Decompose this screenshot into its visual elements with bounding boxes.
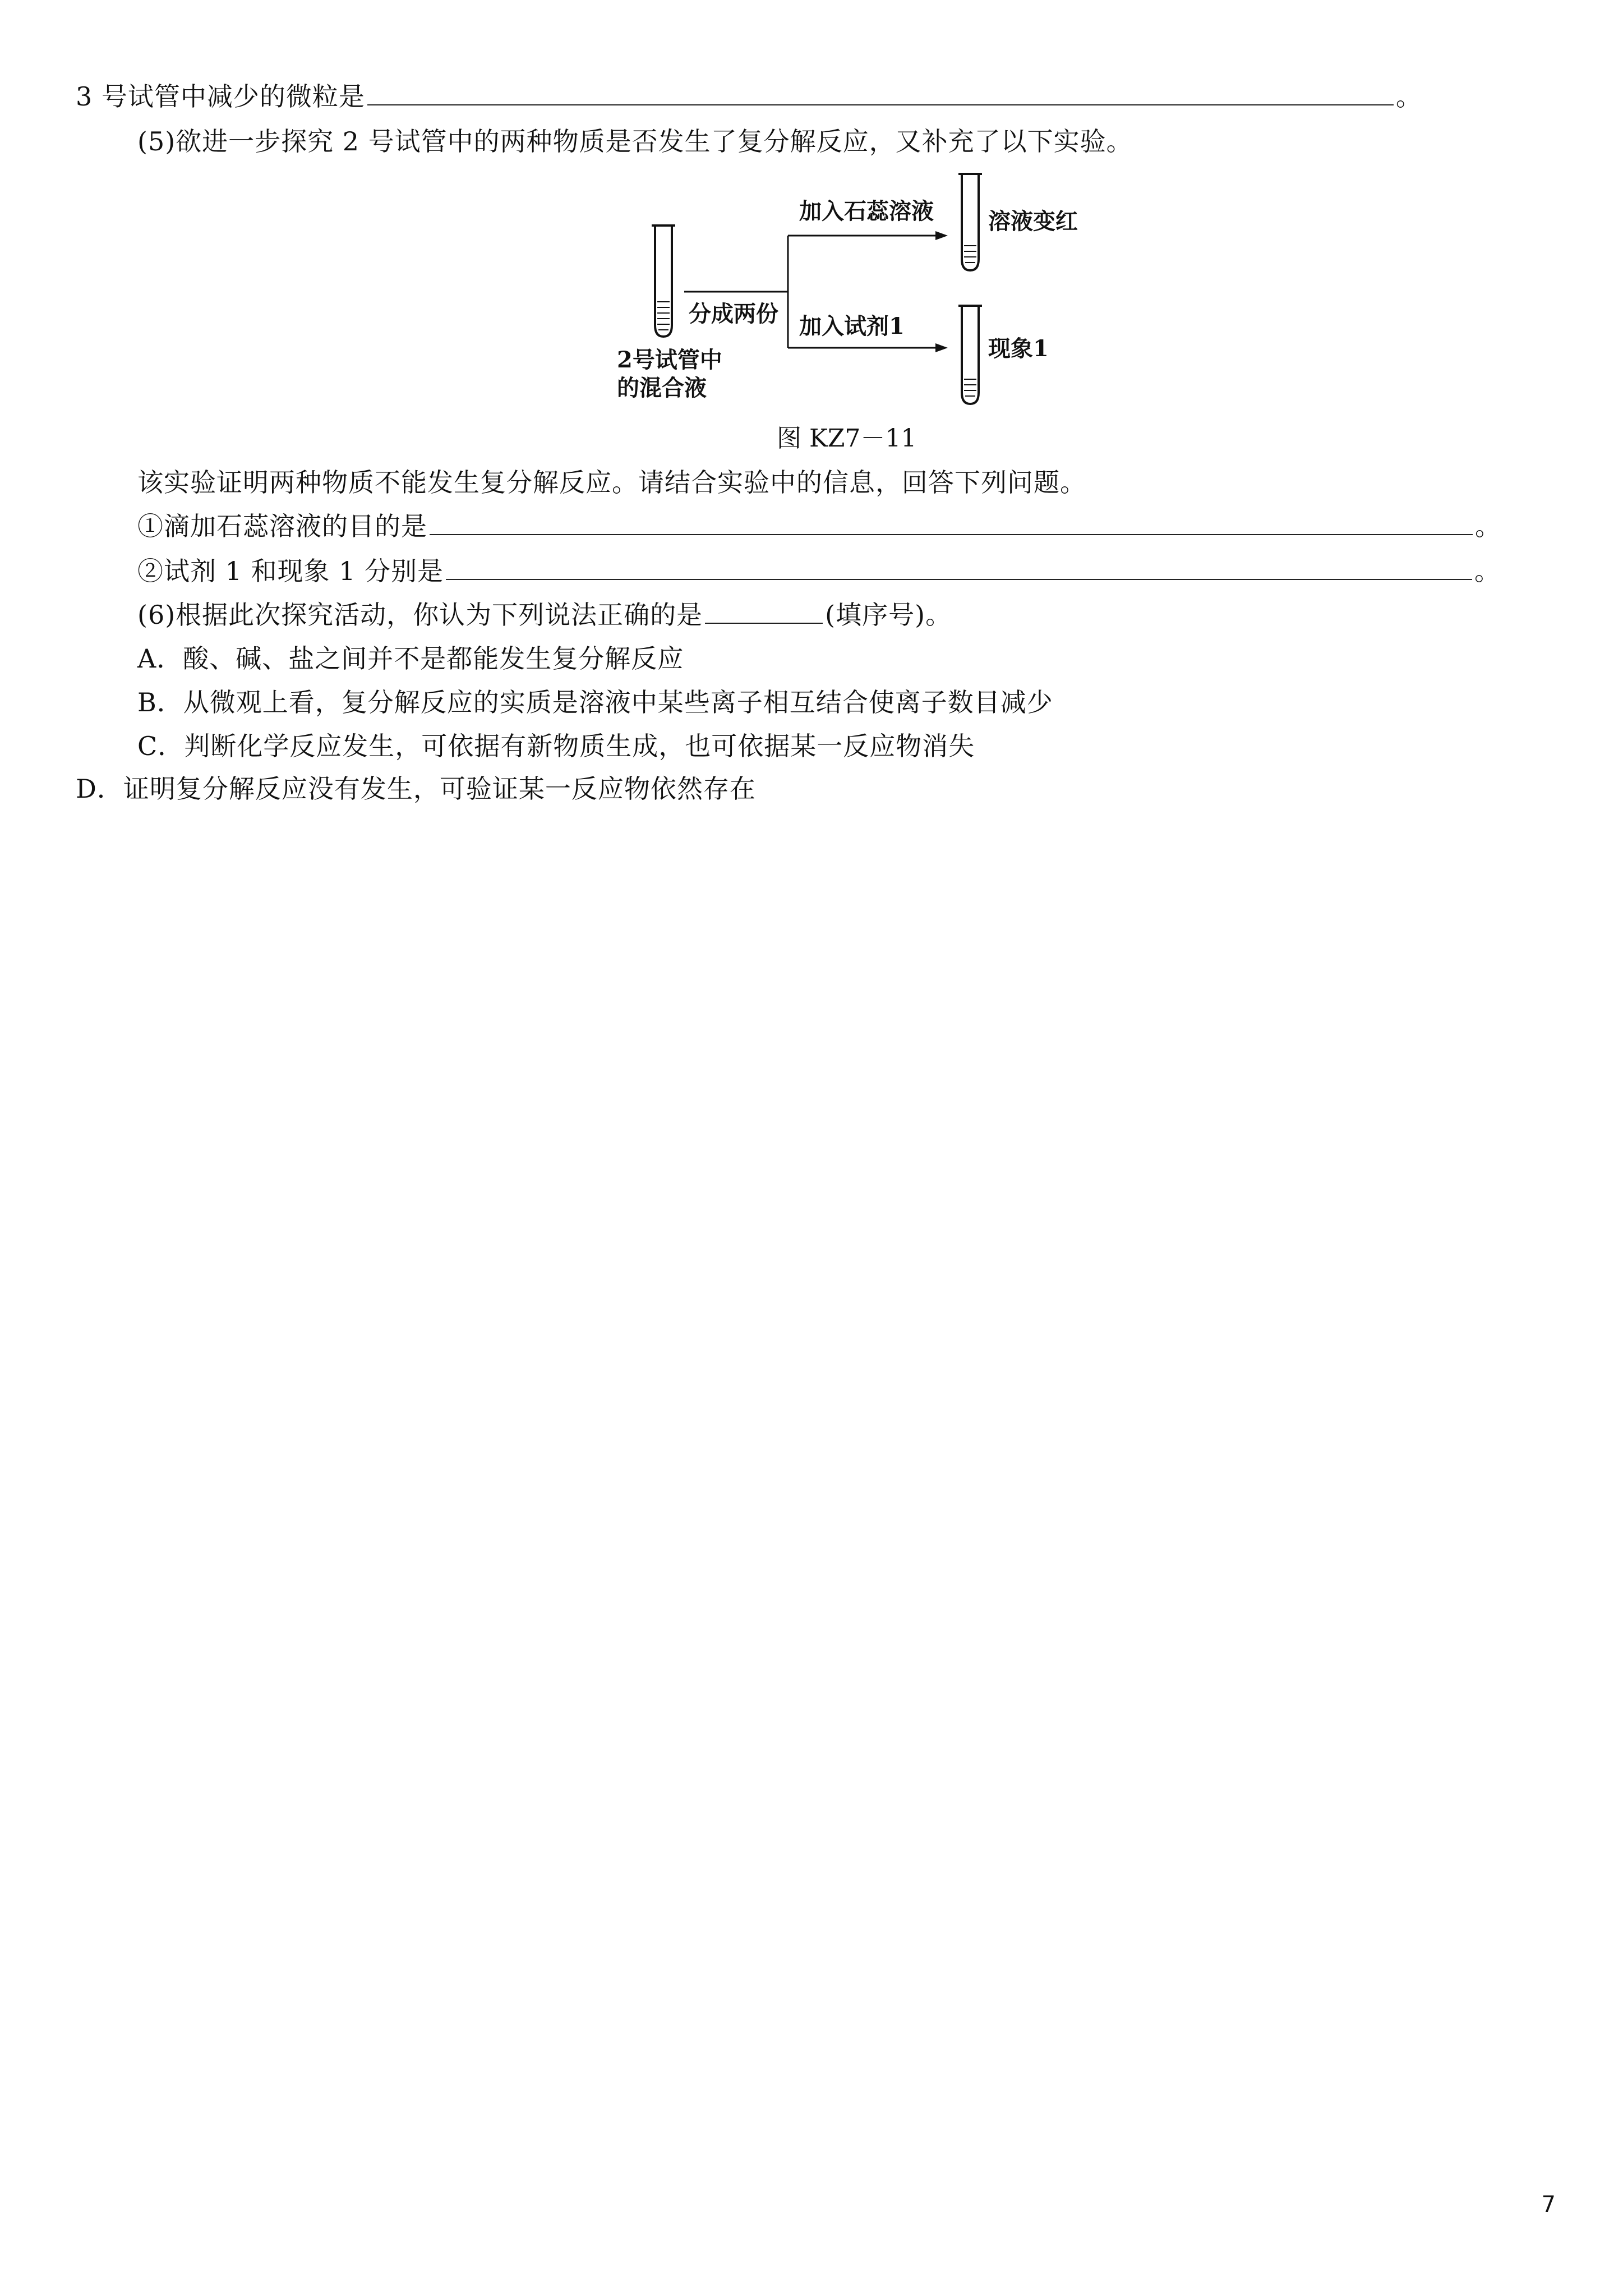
top-result-label: 溶液变红 bbox=[988, 208, 1078, 234]
bottom-branch-label: 加入试剂1 bbox=[799, 313, 905, 339]
split-label: 分成两份 bbox=[689, 301, 778, 327]
bottom-result-tube bbox=[958, 306, 982, 404]
page-number: 7 bbox=[1541, 2192, 1556, 2217]
q6-line bbox=[137, 598, 952, 632]
experiment-diagram bbox=[606, 163, 1088, 421]
q4-tail-line bbox=[76, 80, 1422, 113]
source-test-tube bbox=[652, 226, 675, 337]
figure-caption: 图 KZ7－11 bbox=[777, 424, 917, 453]
top-branch-label: 加入石蕊溶液 bbox=[799, 198, 934, 224]
q5-sub2-answer-blank[interactable] bbox=[446, 555, 1472, 580]
q6-answer-blank[interactable] bbox=[705, 599, 823, 624]
q5-sub2-end-mark: 。 bbox=[1474, 556, 1501, 586]
top-result-tube bbox=[958, 174, 982, 270]
option-a: A．酸、碱、盐之间并不是都能发生复分解反应 bbox=[137, 643, 684, 674]
option-b: B．从微观上看，复分解反应的实质是溶液中某些离子相互结合使离子数目减少 bbox=[137, 687, 1053, 717]
option-d: D．证明复分解反应没有发生，可验证某一反应物依然存在 bbox=[76, 774, 756, 804]
q6-suffix: (填序号)。 bbox=[825, 600, 952, 630]
q5-sub2-text: ②试剂 1 和现象 1 分别是 bbox=[137, 556, 444, 586]
q5-sub2-line bbox=[137, 554, 1501, 588]
q4-answer-blank[interactable] bbox=[367, 81, 1394, 105]
q5-sub1-text: ①滴加石蕊溶液的目的是 bbox=[137, 511, 427, 541]
option-c: C．判断化学反应发生，可依据有新物质生成，也可依据某一反应物消失 bbox=[137, 731, 975, 761]
source-label-line1: 2号试管中 bbox=[617, 347, 722, 373]
q5-conclusion: 该实验证明两种物质不能发生复分解反应。请结合实验中的信息，回答下列问题。 bbox=[137, 467, 1086, 498]
q4-tail-text: 3 号试管中减少的微粒是 bbox=[76, 81, 365, 112]
q5-sub1-end-mark: 。 bbox=[1475, 511, 1501, 541]
q5-sub1-answer-blank[interactable] bbox=[430, 510, 1473, 535]
source-label-line2: 的混合液 bbox=[617, 375, 707, 401]
q6-prefix: (6)根据此次探究活动，你认为下列说法正确的是 bbox=[137, 600, 703, 630]
bottom-result-label: 现象1 bbox=[988, 335, 1049, 362]
q5-sub1-line bbox=[137, 509, 1501, 543]
experiment-diagram-svg bbox=[606, 163, 1088, 421]
q5-intro: (5)欲进一步探究 2 号试管中的两种物质是否发生了复分解反应，又补充了以下实验。 bbox=[137, 126, 1133, 157]
q4-end-mark: 。 bbox=[1395, 81, 1422, 112]
